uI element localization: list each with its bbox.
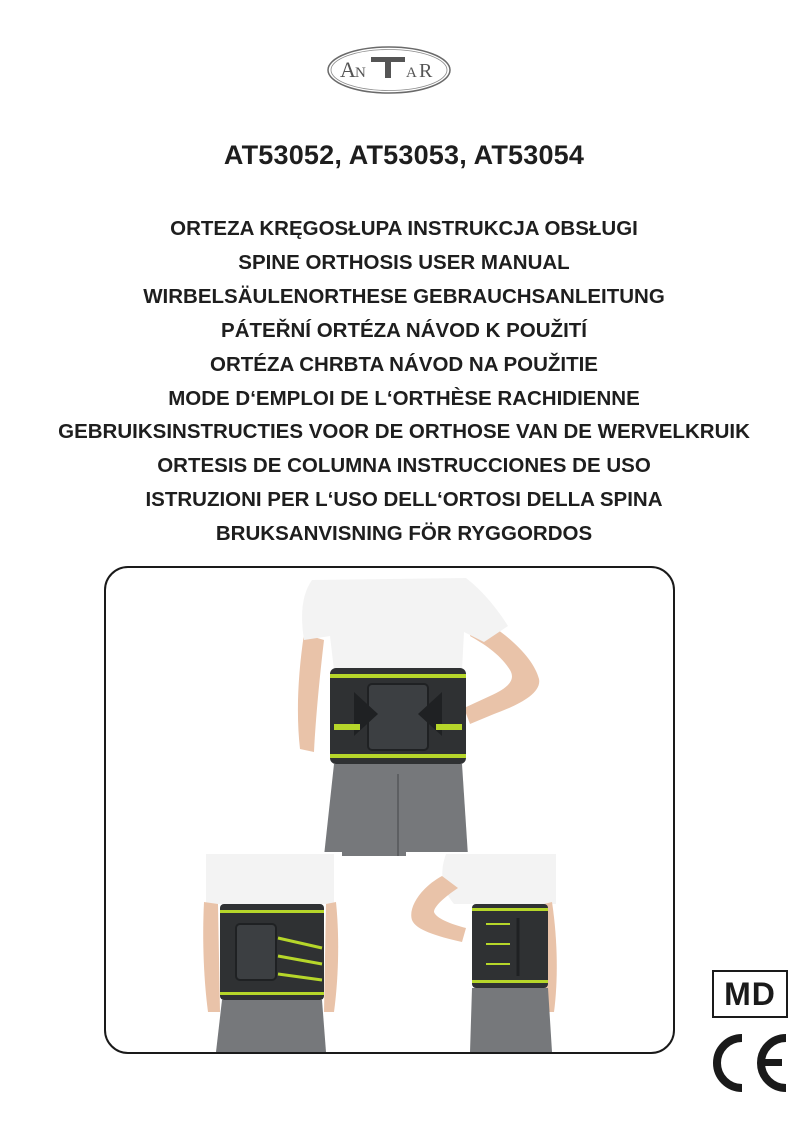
svg-text:A: A (340, 57, 356, 82)
title-polish: ORTEZA KRĘGOSŁUPA INSTRUKCJA OBSŁUGI (170, 217, 638, 240)
model-numbers: AT53052, AT53053, AT53054 (223, 140, 585, 170)
back-view-photo (294, 574, 544, 856)
title-german: WIRBELSÄULENORTHESE GEBRAUCHSANLEITUNG (143, 284, 665, 308)
side-view-illustration (406, 852, 566, 1052)
title-slovak: ORTÉZA CHRBTA NÁVOD NA POUŽITIE (210, 352, 598, 376)
back-view-illustration (294, 574, 544, 856)
svg-text:A: A (406, 65, 417, 81)
manual-title-list (0, 212, 808, 551)
product-photo-frame (104, 566, 675, 1054)
antar-logo-graphic (326, 44, 452, 96)
svg-text:N: N (355, 65, 366, 81)
ce-conformity-mark (708, 1032, 790, 1094)
md-medical-device-mark (712, 970, 788, 1018)
antar-logo (326, 44, 452, 96)
svg-text:R: R (419, 60, 433, 82)
title-spanish: ORTESIS DE COLUMNA INSTRUCCIONES DE USO (157, 454, 651, 478)
side-panel-view-photo (202, 852, 342, 1052)
title-swedish: BRUKSANVISNING FÖR RYGGORDOS (215, 522, 593, 546)
side-view-photo (406, 852, 566, 1052)
ce-mark-graphic (708, 1032, 790, 1094)
title-french: MODE D‘EMPLOI DE L‘ORTHÈSE RACHIDIENNE (168, 386, 640, 410)
md-mark-label: MD (724, 976, 776, 1012)
title-english: SPINE ORTHOSIS USER MANUAL (238, 250, 570, 274)
title-dutch: GEBRUIKSINSTRUCTIES VOOR DE ORTHOSE VAN DE WERVELKRUIK (58, 420, 750, 444)
title-czech: PÁTEŘNÍ ORTÉZA NÁVOD K POUŽITÍ (221, 318, 587, 342)
side-panel-illustration (202, 852, 342, 1052)
title-italian: ISTRUZIONI PER L‘USO DELL‘ORTOSI DELLA SPINA (145, 488, 663, 512)
